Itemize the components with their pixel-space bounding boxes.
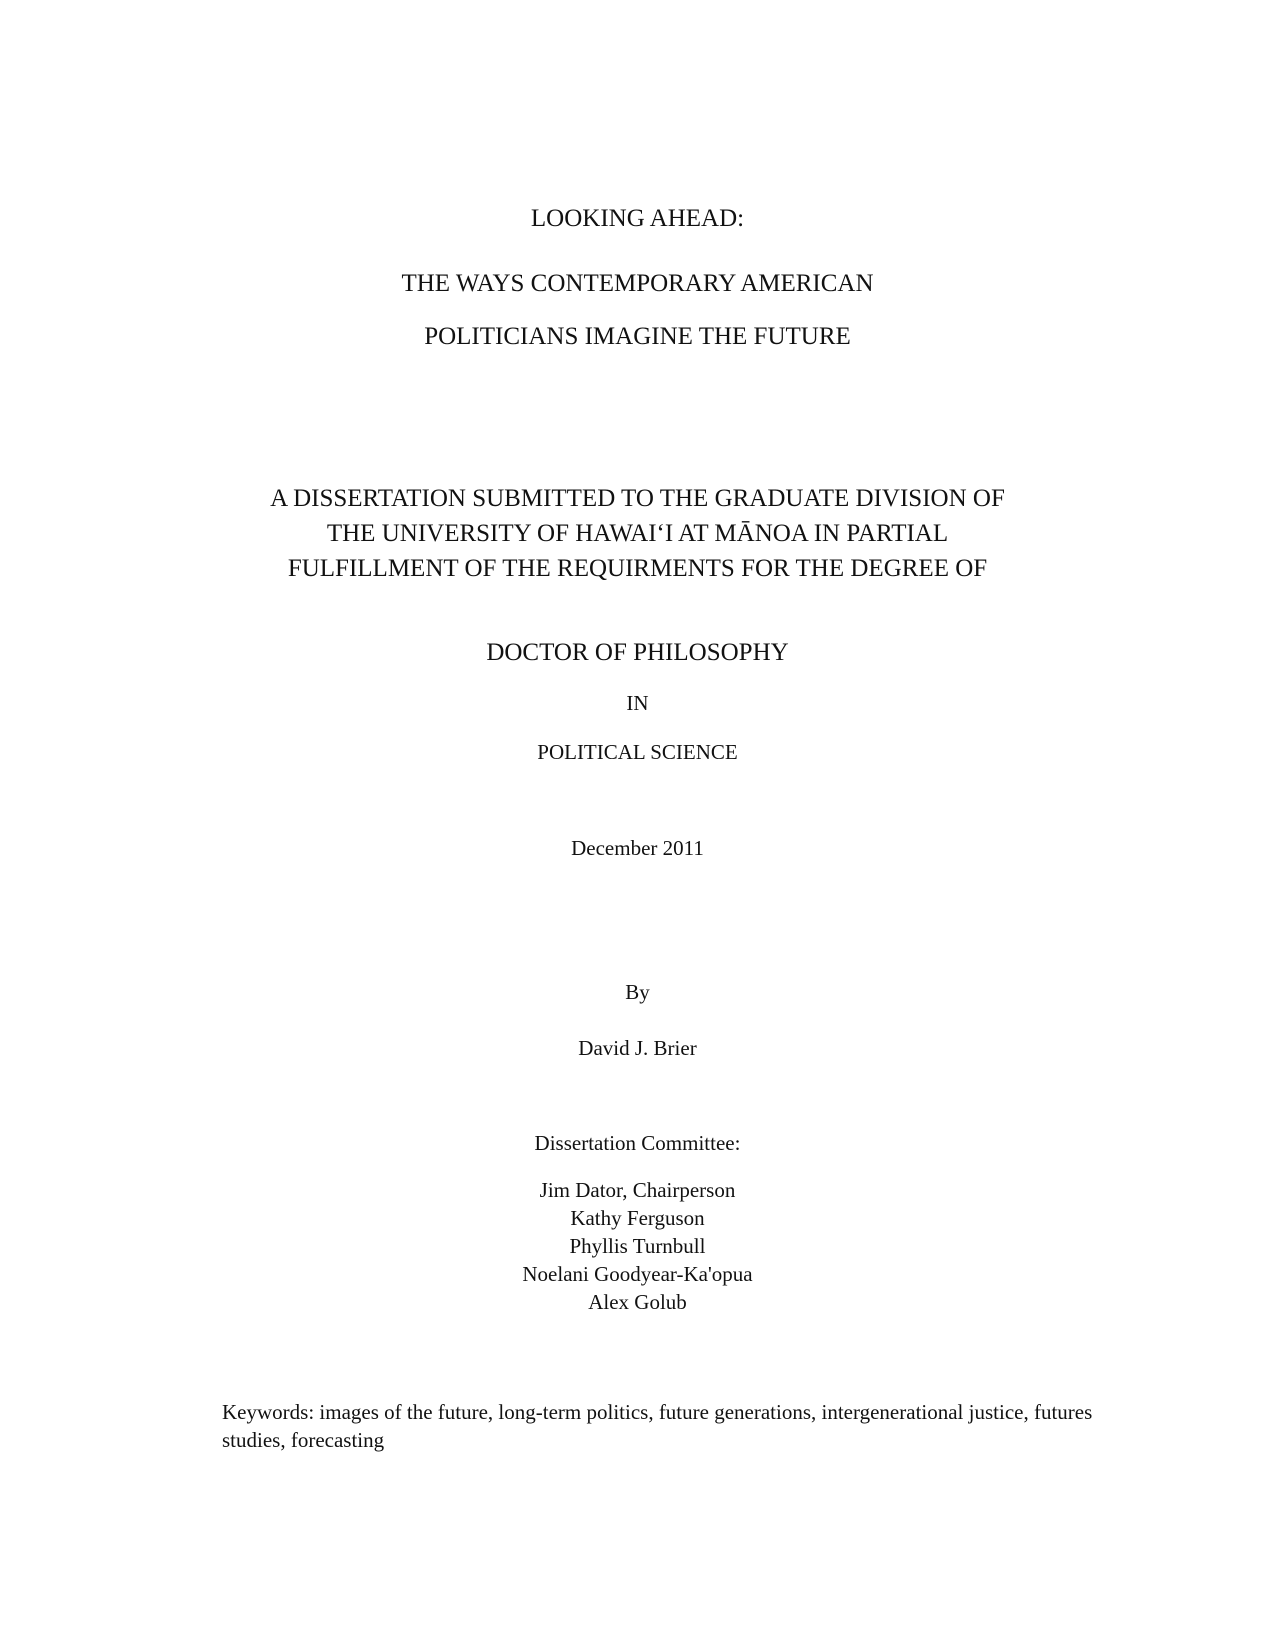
title-line-2: THE WAYS CONTEMPORARY AMERICAN — [401, 270, 874, 297]
keywords: Keywords: images of the future, long-term politics, future generations, intergenerational justice, futures studies, forecasting — [222, 1400, 1093, 1452]
committee-member: Jim Dator, Chairperson — [539, 1178, 736, 1202]
submission-line-3: FULFILLMENT OF THE REQUIRMENTS FOR THE DEGREE OF — [287, 555, 988, 582]
committee-member: Kathy Ferguson — [570, 1206, 705, 1230]
degree-name: DOCTOR OF PHILOSOPHY — [486, 639, 789, 666]
title-line-3: POLITICIANS IMAGINE THE FUTURE — [424, 323, 851, 350]
committee-list — [0, 1176, 1275, 1316]
submission-date: December 2011 — [571, 836, 704, 860]
degree-in: IN — [626, 691, 649, 715]
submission-line-1: A DISSERTATION SUBMITTED TO THE GRADUATE DIVISION OF — [270, 485, 1005, 512]
committee-member: Phyllis Turnbull — [569, 1234, 706, 1258]
by-label: By — [625, 980, 650, 1004]
submission-line-2: THE UNIVERSITY OF HAWAIʻI AT MĀNOA IN PARTIAL — [326, 520, 949, 547]
committee-member: Noelani Goodyear-Ka'opua — [522, 1262, 753, 1286]
author-name: David J. Brier — [578, 1036, 697, 1060]
degree-field: POLITICAL SCIENCE — [537, 740, 738, 764]
title-line-1: LOOKING AHEAD: — [530, 205, 745, 232]
committee-member: Alex Golub — [588, 1290, 687, 1314]
committee-heading: Dissertation Committee: — [534, 1131, 741, 1155]
